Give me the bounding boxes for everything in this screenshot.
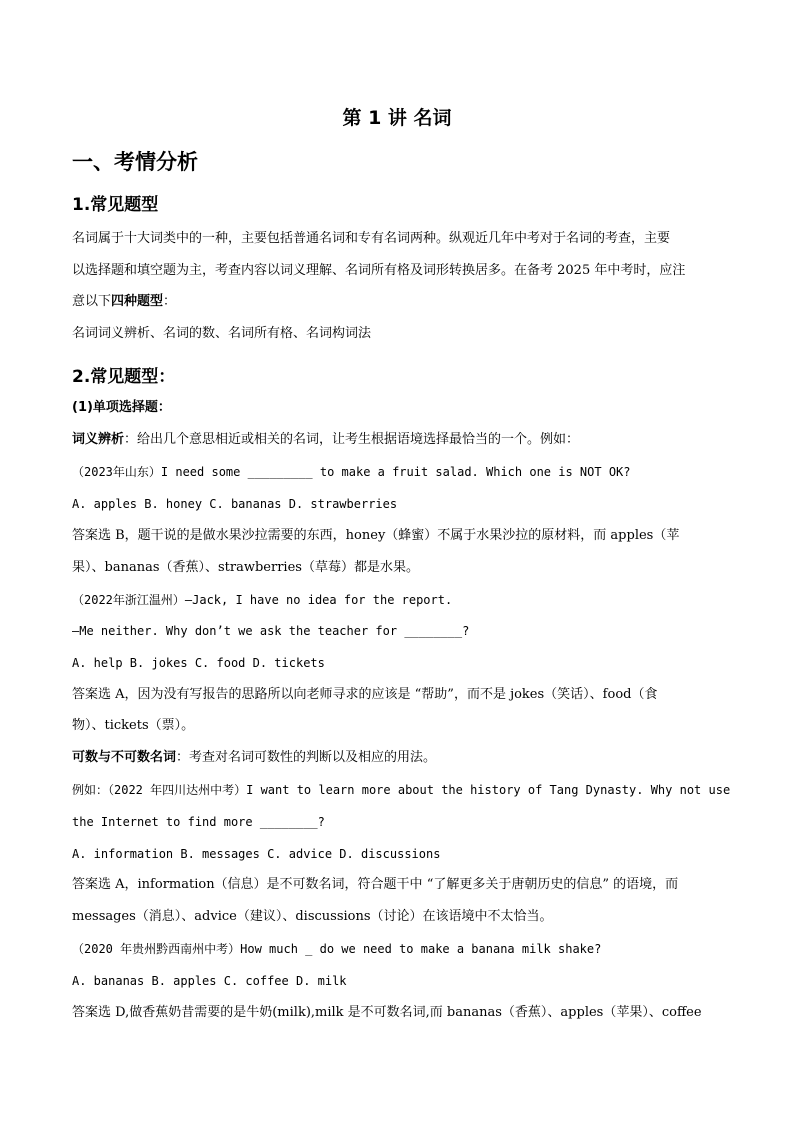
- text: ：给出几个意思相近或相关的名词，让考生根据语境选择最恰当的一个。例如：: [124, 432, 580, 447]
- document-title: 第 1 讲 名词: [342, 107, 452, 129]
- options-line: A. help B. jokes C. food D. tickets: [72, 656, 325, 670]
- question-line: （2020 年贵州黔西南州中考）How much _ do we need to make a banana milk shake?: [72, 942, 602, 956]
- text: ：考查对名词可数性的判断以及相应的用法。: [176, 750, 437, 765]
- text: ：: [163, 294, 177, 309]
- paragraph-line: 名词属于十大词类中的一种，主要包括普通名词和专有名词两种。纵观近几年中考对于名词的考查，主要: [72, 231, 671, 246]
- subheading-single-choice: (1)单项选择题：: [72, 400, 171, 415]
- question-line: the Internet to find more ________?: [72, 815, 325, 829]
- label-vocab: 词义辨析: [72, 432, 125, 447]
- paragraph-line: 名词词义辨析、名词的数、名词所有格、名词构词法: [72, 326, 372, 341]
- subheading-common-types: 1.常见题型: [72, 195, 159, 215]
- paragraph-line: 以选择题和填空题为主，考查内容以词义理解、名词所有格及词形转换居多。在备考 2025 年中考时，应注: [72, 263, 686, 278]
- question-line: —Me neither. Why don’t we ask the teacher for ________?: [72, 624, 470, 638]
- question-line: （2022年浙江温州）—Jack, I have no idea for the report.: [72, 593, 453, 607]
- options-line: A. bananas B. apples C. coffee D. milk: [72, 974, 347, 988]
- paragraph-line: [72, 750, 732, 766]
- answer-line: 答案选 A，information（信息）是不可数名词，符合题干中 “了解更多关于唐朝历史的信息” 的语境，而: [72, 877, 679, 892]
- options-line: A. information B. messages C. advice D. discussions: [72, 847, 441, 861]
- emphasis-text: 四种题型: [111, 294, 164, 309]
- question-line: 例如：（2022 年四川达州中考）I want to learn more about the history of Tang Dynasty. Why not use: [72, 783, 731, 797]
- answer-line: 答案选 B，题干说的是做水果沙拉需要的东西，honey（蜂蜜）不属于水果沙拉的原材料，而 apples（苹: [72, 528, 680, 543]
- answer-line: messages（消息）、advice（建议）、discussions（讨论）在该语境中不太恰当。: [72, 909, 553, 924]
- subheading-common-types-2: 2.常见题型：: [72, 367, 176, 387]
- answer-line: 答案选 D,做香蕉奶昔需要的是牛奶(milk),milk 是不可数名词,而 bananas（香蕉）、apples（苹果）、coffee: [72, 1005, 702, 1020]
- answer-line: 物）、tickets（票）。: [72, 718, 195, 733]
- section-heading: 一、考情分析: [72, 150, 198, 174]
- label-countable: 可数与不可数名词: [72, 750, 177, 765]
- paragraph-line: [72, 432, 732, 448]
- text: 意以下: [72, 294, 112, 309]
- question-line: （2023年山东）I need some _________ to make a fruit salad. Which one is NOT OK?: [72, 465, 631, 479]
- paragraph-line: [72, 294, 732, 310]
- options-line: A. apples B. honey C. bananas D. strawberries: [72, 497, 398, 511]
- answer-line: 果）、bananas（香蕉）、strawberries（草莓）都是水果。: [72, 560, 419, 575]
- answer-line: 答案选 A，因为没有写报告的思路所以向老师寻求的应该是 “帮助”，而不是 jokes（笑话）、food（食: [72, 687, 658, 702]
